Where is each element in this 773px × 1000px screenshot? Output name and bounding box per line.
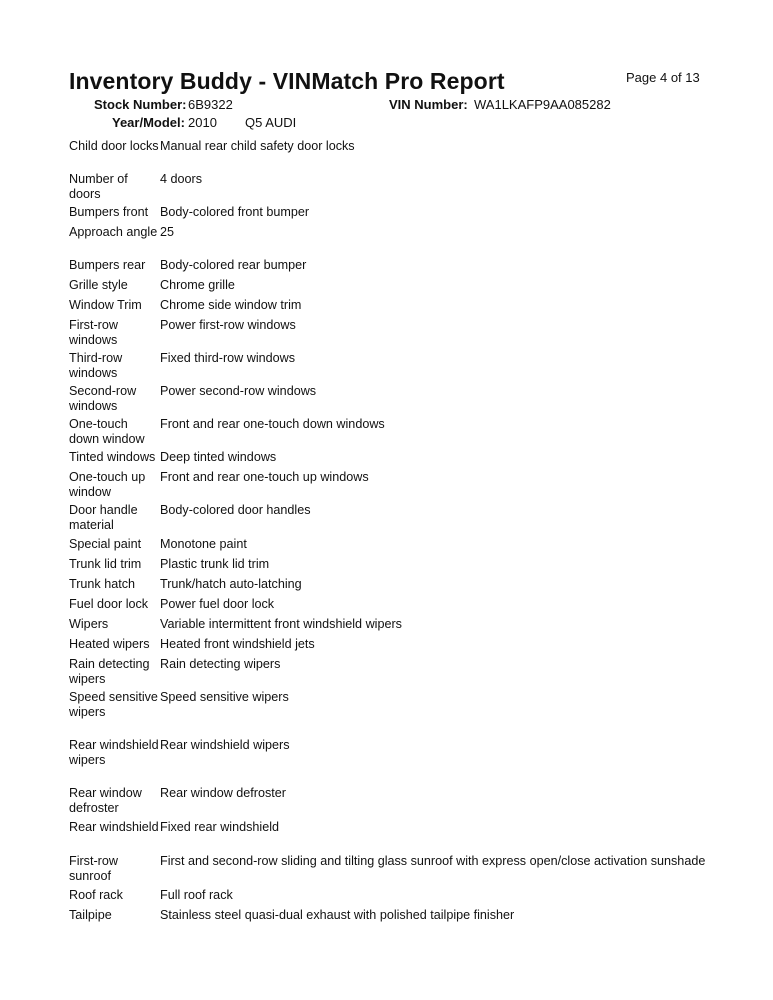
spec-row — [69, 888, 719, 908]
spec-value: Fixed rear windshield — [160, 820, 279, 834]
report-title: Inventory Buddy - VINMatch Pro Report — [69, 68, 505, 94]
vin-number-value: WA1LKAFP9AA085282 — [474, 97, 611, 112]
spec-value: Body-colored front bumper — [160, 205, 310, 219]
spec-value: Plastic trunk lid trim — [160, 557, 270, 571]
spec-value: First and second-row sliding and tilting glass sunroof with express open/close activation sunshade — [160, 854, 706, 868]
spec-value: Body-colored rear bumper — [160, 258, 307, 272]
spec-row — [69, 298, 719, 318]
spec-label: First-row windows — [69, 318, 118, 347]
spec-label: Rear windshield — [69, 820, 159, 834]
stock-number-value: 6B9322 — [188, 97, 233, 112]
spec-label: Door handle material — [69, 503, 138, 532]
year-value: 2010 — [188, 115, 217, 130]
spec-row — [69, 597, 719, 617]
model-value: Q5 AUDI — [245, 115, 297, 130]
spec-value: 4 doors — [160, 172, 203, 186]
spec-table — [69, 139, 719, 928]
spec-value: Rear window defroster — [160, 786, 286, 800]
spec-label: Grille style — [69, 278, 128, 292]
spec-label: Child door locks — [69, 139, 159, 153]
spec-row — [69, 786, 719, 820]
spec-row — [69, 690, 719, 738]
spec-row — [69, 225, 719, 258]
spec-value: Stainless steel quasi-dual exhaust with polished tailpipe finisher — [160, 908, 515, 922]
spec-label: Approach angle — [69, 225, 158, 239]
spec-label: Heated wipers — [69, 637, 150, 651]
spec-row — [69, 258, 719, 278]
spec-row — [69, 417, 719, 450]
spec-value: Front and rear one-touch down windows — [160, 417, 385, 431]
spec-row — [69, 557, 719, 577]
spec-label: Roof rack — [69, 888, 123, 902]
spec-label: One-touch down window — [69, 417, 145, 446]
spec-value: Heated front windshield jets — [160, 637, 315, 651]
spec-row — [69, 617, 719, 637]
spec-value: Chrome grille — [160, 278, 235, 292]
spec-label: Rain detecting wipers — [69, 657, 150, 686]
spec-label: Rear windshield wipers — [69, 738, 159, 767]
spec-label: Second-row windows — [69, 384, 137, 413]
spec-label: Fuel door lock — [69, 597, 149, 611]
spec-row — [69, 351, 719, 384]
spec-value: Power first-row windows — [160, 318, 296, 332]
spec-row — [69, 470, 719, 503]
spec-label: First-row sunroof — [69, 854, 118, 883]
spec-value: Manual rear child safety door locks — [160, 139, 355, 153]
spec-row — [69, 318, 719, 351]
spec-label: Tinted windows — [69, 450, 156, 464]
spec-row — [69, 537, 719, 557]
vin-number-label: VIN Number: — [389, 97, 468, 112]
spec-row — [69, 450, 719, 470]
spec-value: Rear windshield wipers — [160, 738, 290, 752]
spec-value: Deep tinted windows — [160, 450, 277, 464]
spec-label: One-touch up window — [69, 470, 146, 499]
spec-label: Tailpipe — [69, 908, 112, 922]
spec-label: Rear window defroster — [69, 786, 142, 815]
spec-label: Number of doors — [69, 172, 128, 201]
spec-value: Monotone paint — [160, 537, 247, 551]
spec-label: Window Trim — [69, 298, 142, 312]
spec-label: Trunk hatch — [69, 577, 136, 591]
spec-value: Full roof rack — [160, 888, 233, 902]
spec-row — [69, 503, 719, 537]
spec-row — [69, 738, 719, 786]
stock-number-label: Stock Number: — [94, 97, 187, 112]
spec-value: Variable intermittent front windshield wipers — [160, 617, 402, 631]
spec-value: Body-colored door handles — [160, 503, 311, 517]
spec-value: 25 — [160, 225, 175, 239]
spec-value: Speed sensitive wipers — [160, 690, 289, 704]
spec-label: Wipers — [69, 617, 109, 631]
spec-value: Power fuel door lock — [160, 597, 275, 611]
spec-row — [69, 820, 719, 854]
spec-label: Bumpers rear — [69, 258, 146, 272]
spec-row — [69, 908, 719, 928]
spec-value: Trunk/hatch auto-latching — [160, 577, 302, 591]
spec-label: Third-row windows — [69, 351, 123, 380]
spec-value: Rain detecting wipers — [160, 657, 281, 671]
page-number: Page 4 of 13 — [626, 70, 700, 85]
year-model-label: Year/Model: — [112, 115, 185, 130]
spec-row — [69, 637, 719, 657]
spec-row — [69, 657, 719, 690]
spec-row — [69, 577, 719, 597]
spec-label: Speed sensitive wipers — [69, 690, 158, 719]
spec-row — [69, 139, 719, 172]
spec-value: Front and rear one-touch up windows — [160, 470, 369, 484]
spec-label: Bumpers front — [69, 205, 149, 219]
spec-label: Trunk lid trim — [69, 557, 142, 571]
spec-row — [69, 205, 719, 225]
spec-row — [69, 172, 719, 205]
spec-value: Chrome side window trim — [160, 298, 302, 312]
spec-row — [69, 278, 719, 298]
spec-value: Fixed third-row windows — [160, 351, 296, 365]
spec-row — [69, 384, 719, 417]
spec-value: Power second-row windows — [160, 384, 317, 398]
spec-label: Special paint — [69, 537, 142, 551]
spec-row — [69, 854, 719, 888]
